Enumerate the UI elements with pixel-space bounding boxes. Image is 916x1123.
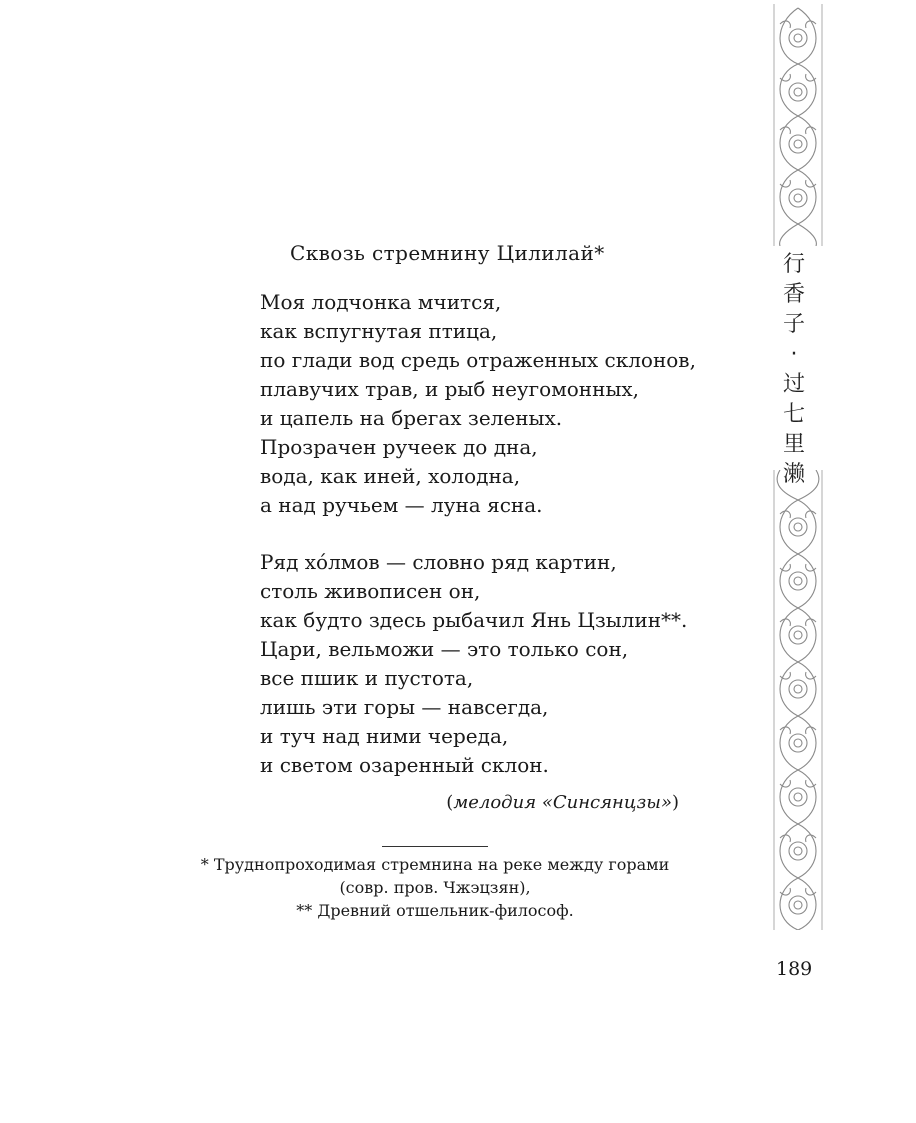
page-number: 189	[776, 958, 813, 980]
poem-line: а над ручьем — луна ясна.	[260, 493, 543, 517]
poem-line: вода, как иней, холодна,	[260, 464, 521, 488]
ornament-border-bottom	[764, 470, 832, 930]
footnote-2: ** Древний отшельник-философ.	[296, 901, 574, 920]
poem-line: Ряд хóлмов — словно ряд картин,	[260, 550, 617, 574]
footnote-1: * Труднопроходимая стремнина на реке между горами	[200, 855, 670, 874]
hanzi-char: 里	[782, 432, 805, 457]
hanzi-char: 七	[782, 402, 805, 427]
poem-line: плавучих трав, и рыб неугомонных,	[260, 377, 640, 401]
hanzi-char: 子	[782, 312, 805, 337]
poem-stanza-2	[260, 548, 687, 780]
hanzi-char: 香	[782, 282, 805, 307]
melody-paren-open: (	[446, 792, 454, 813]
ornament-border-top	[764, 4, 832, 246]
poem-title: Сквозь стремнину Цилилай*	[290, 241, 605, 265]
chinese-vertical-title	[776, 250, 812, 490]
footnote-divider	[382, 846, 488, 847]
poem-stanza-1	[260, 288, 696, 520]
footnote-1-continued: (совр. пров. Чжэцзян),	[339, 878, 531, 897]
melody-name: мелодия «Синсянцзы»	[453, 792, 672, 813]
melody-paren-close: )	[671, 792, 679, 813]
poem-line: лишь эти горы — навсегда,	[260, 695, 549, 719]
poem-line: как вспугнутая птица,	[260, 319, 498, 343]
poem-line: Цари, вельможи — это только сон,	[260, 637, 629, 661]
poem-line: и цапель на брегах зеленых.	[260, 406, 563, 430]
footnotes	[160, 853, 710, 922]
hanzi-char: 行	[782, 252, 805, 277]
hanzi-char: 濑	[782, 462, 805, 487]
poem-line: все пшик и пустота,	[260, 666, 474, 690]
poem-line: Моя лодчонка мчится,	[260, 290, 502, 314]
poem-line: и туч над ними череда,	[260, 724, 509, 748]
hanzi-char: 过	[782, 372, 805, 397]
hanzi-char: ·	[790, 342, 798, 367]
poem-line: и светом озаренный склон.	[260, 753, 549, 777]
poem-line: Прозрачен ручеек до дна,	[260, 435, 538, 459]
melody-attribution	[446, 792, 679, 813]
poem-line: как будто здесь рыбачил Янь Цзылин**.	[260, 608, 688, 632]
poem-line: по глади вод средь отраженных склонов,	[260, 348, 696, 372]
poem-line: столь живописен он,	[260, 579, 481, 603]
